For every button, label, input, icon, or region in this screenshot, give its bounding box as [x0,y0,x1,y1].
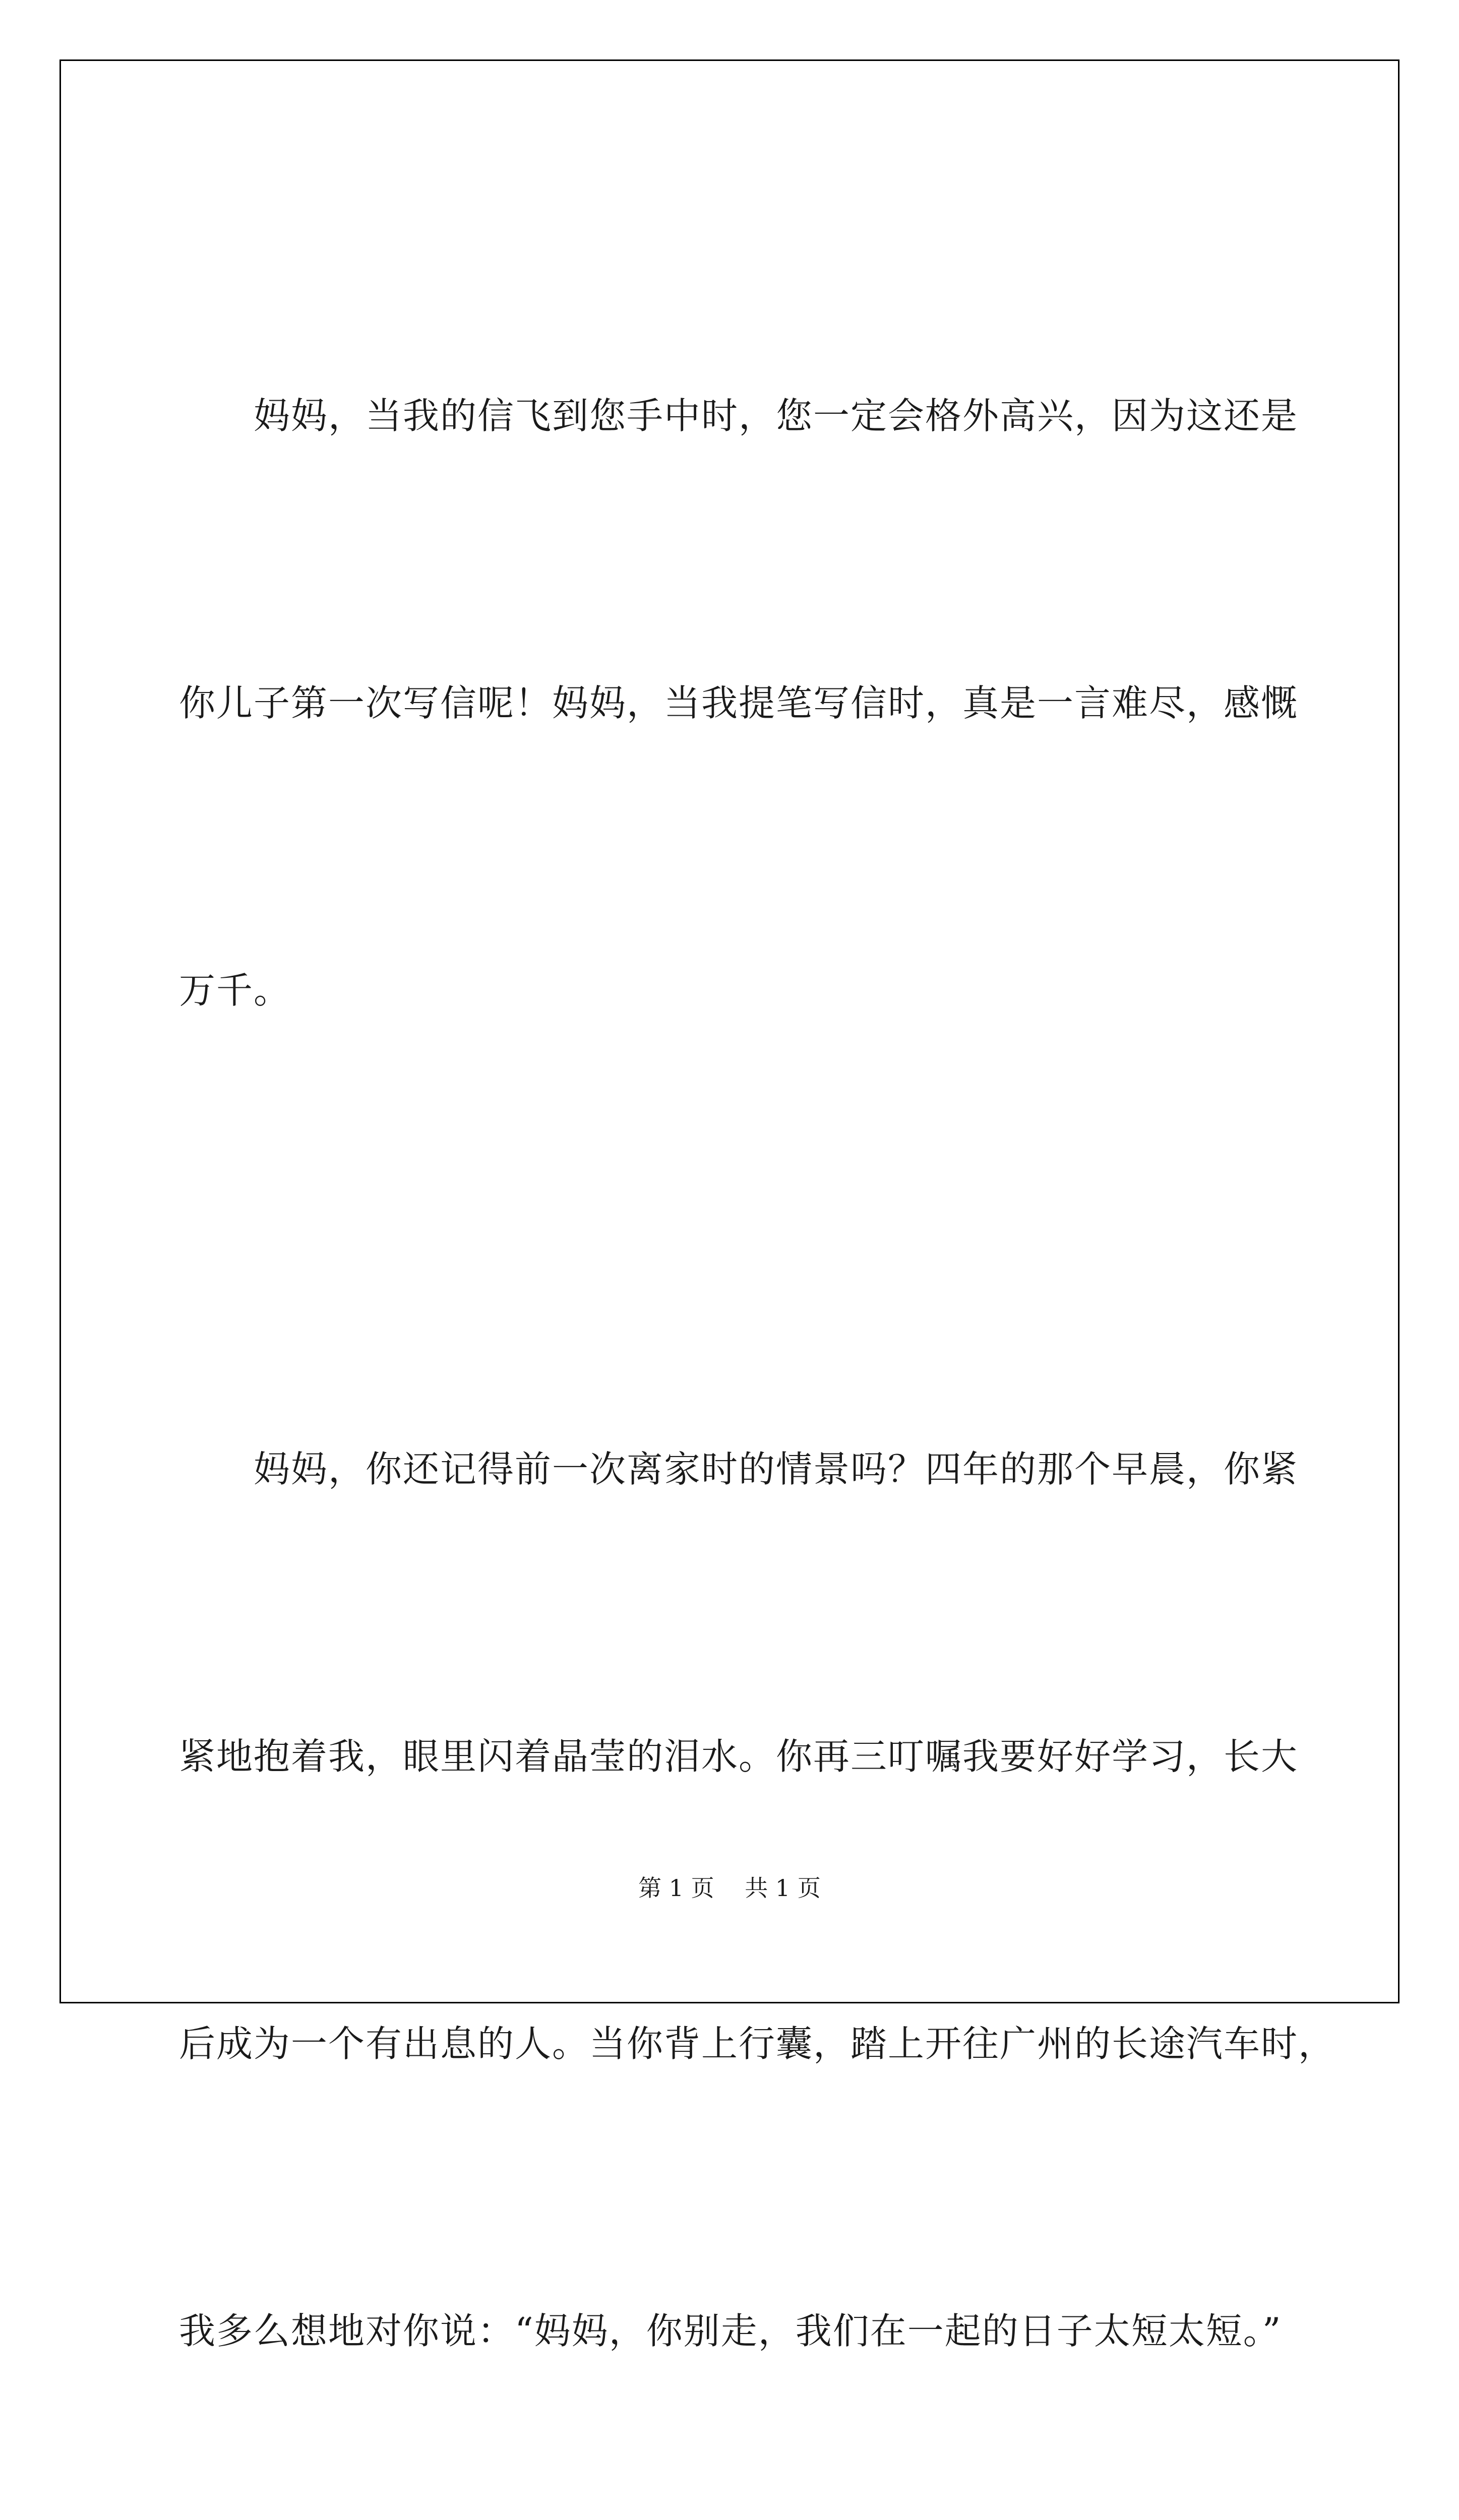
paragraph-1-line-3: 万千。 [179,969,291,1012]
paragraph-2-line-1: 妈妈，你还记得前一次离家时的情景吗？四年的那个早晨，你紧 [179,1448,1299,1490]
paragraph-1-line-2: 你儿子第一次写信呢！妈妈，当我提笔写信时，真是一言难尽，感慨 [179,682,1299,724]
paragraph-1-line-1: 妈妈，当我的信飞到您手中时，您一定会格外高兴，因为这还是 [179,395,1299,437]
paragraph-2-line-3: 后成为一个有出息的人。当你背上行囊，踏上开往广州的长途汽车时， [179,2023,1336,2065]
paragraph-1 [179,176,1299,1230]
letter-body [179,176,1336,2520]
paragraph-2-line-4: 我多么想地对你说：“妈妈，你别走，我们在一起的日子太短太短。” [179,2310,1282,2352]
paragraph-2-line-2: 紧地抱着我，眼里闪着晶莹的泪水。你再三叮嘱我要好好学习，长大 [179,1735,1299,1778]
page-number-footer: 第 1 页 共 1 页 [638,1874,821,1902]
